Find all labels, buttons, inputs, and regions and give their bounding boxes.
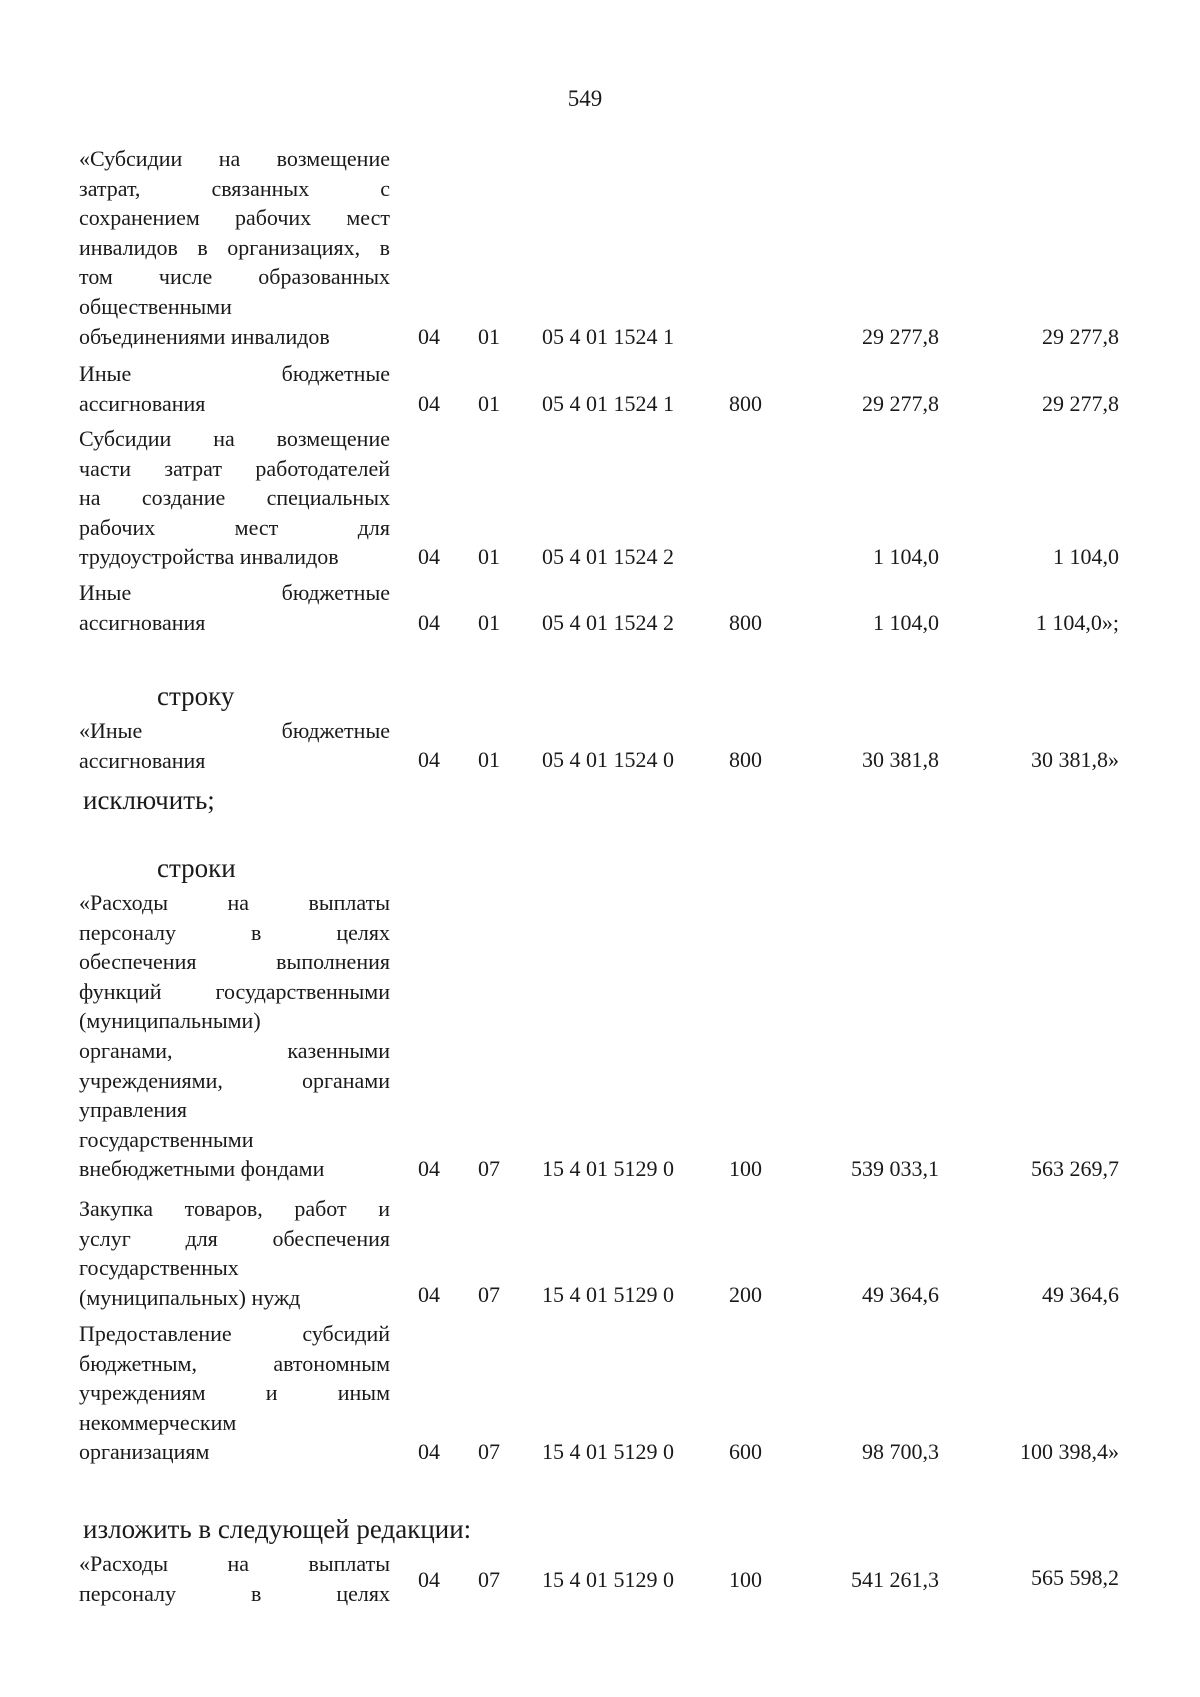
cell-expense-type: 800: [729, 610, 762, 635]
table-row: [0, 1194, 1200, 1319]
cell-target-article: 05 4 01 1524 2: [542, 610, 674, 635]
cell-razdel: 04: [418, 1439, 440, 1464]
cell-expense-type: 600: [729, 1439, 762, 1464]
cell-expense-type: 800: [729, 391, 762, 416]
cell-expense-type: 800: [729, 747, 762, 772]
cell-target-article: 05 4 01 1524 1: [542, 391, 674, 416]
cell-target-article: 15 4 01 5129 0: [542, 1567, 674, 1592]
cell-amount-2: 1 104,0»;: [1035, 610, 1119, 635]
row-description: «Иные бюджетные ассигнования: [79, 718, 390, 773]
cell-razdel: 04: [418, 1282, 440, 1307]
cell-podrazdel: 07: [478, 1439, 500, 1464]
cell-amount-1: 29 277,8: [862, 324, 939, 349]
table-row: [0, 424, 1200, 578]
cell-expense-type: 100: [729, 1156, 762, 1181]
cell-amount-1: 541 261,3: [851, 1567, 939, 1592]
table-row: [0, 1319, 1200, 1479]
cell-podrazdel: 01: [478, 544, 500, 569]
cell-amount-1: 1 104,0: [873, 544, 939, 569]
heading-stroki: строки: [157, 853, 236, 883]
cell-amount-2: 29 277,8: [1042, 324, 1119, 349]
heading-izlozhit: изложить в следующей редакции:: [83, 1514, 472, 1544]
cell-razdel: 04: [418, 391, 440, 416]
cell-amount-1: 539 033,1: [851, 1156, 939, 1181]
page-number: 549: [567, 86, 603, 111]
row-description: «Расходы на выплаты персоналу в целях: [79, 1551, 390, 1606]
cell-podrazdel: 07: [478, 1282, 500, 1307]
cell-target-article: 15 4 01 5129 0: [542, 1156, 674, 1181]
cell-target-article: 15 4 01 5129 0: [542, 1282, 674, 1307]
row-description: Иные бюджетные ассигнования: [79, 580, 390, 635]
cell-amount-2: 563 269,7: [1031, 1156, 1119, 1181]
table-row: [0, 359, 1200, 424]
cell-amount-2: 100 398,4»: [1020, 1439, 1119, 1464]
table-block-4: [0, 1549, 1200, 1611]
cell-podrazdel: 01: [478, 324, 500, 349]
table-row: [0, 888, 1200, 1194]
cell-expense-type: 200: [729, 1282, 762, 1307]
cell-amount-2: 49 364,6: [1042, 1282, 1119, 1307]
cell-podrazdel: 07: [478, 1567, 500, 1592]
cell-amount-2: 29 277,8: [1042, 391, 1119, 416]
cell-target-article: 05 4 01 1524 2: [542, 544, 674, 569]
table-row: [0, 144, 1200, 359]
row-description: «Субсидии на возмещение затрат, связанных с сохранением рабочих мест инвалидов в организациях, в том числе образованных общественными объединениями инвалидов: [79, 146, 390, 349]
cell-target-article: 05 4 01 1524 1: [542, 324, 674, 349]
table-block-2: [0, 716, 1200, 778]
heading-stroku: строку: [157, 681, 235, 711]
cell-razdel: 04: [418, 1156, 440, 1181]
cell-podrazdel: 01: [478, 747, 500, 772]
row-description: Субсидии на возмещение части затрат работодателей на создание специальных рабочих мест для трудоустройства инвалидов: [79, 426, 390, 570]
table-row: [0, 1549, 1200, 1611]
cell-target-article: 05 4 01 1524 0: [542, 747, 674, 772]
cell-expense-type: 100: [729, 1567, 762, 1592]
cell-amount-1: 29 277,8: [862, 391, 939, 416]
row-description: Закупка товаров, работ и услуг для обеспечения государственных (муниципальных) нужд: [79, 1196, 390, 1310]
cell-amount-1: 98 700,3: [862, 1439, 939, 1464]
cell-amount-2: 30 381,8»: [1031, 747, 1119, 772]
table-row: [0, 578, 1200, 643]
cell-amount-1: 1 104,0: [873, 610, 939, 635]
cell-razdel: 04: [418, 1567, 440, 1592]
cell-amount-1: 30 381,8: [862, 747, 939, 772]
table-row: [0, 716, 1200, 778]
cell-podrazdel: 01: [478, 391, 500, 416]
row-description: «Расходы на выплаты персоналу в целях обеспечения выполнения функций государственными (муниципальными) органами, казенными учреждениями, органами управления государственными внебюджетными фондами: [79, 890, 390, 1182]
cell-razdel: 04: [418, 324, 440, 349]
heading-isklyuchit: исключить;: [83, 785, 215, 815]
row-description: Иные бюджетные ассигнования: [79, 361, 390, 416]
cell-podrazdel: 07: [478, 1156, 500, 1181]
cell-razdel: 04: [418, 747, 440, 772]
cell-target-article: 15 4 01 5129 0: [542, 1439, 674, 1464]
table-block-1: [0, 144, 1200, 643]
table-block-3: [0, 888, 1200, 1479]
cell-amount-2: 1 104,0: [1053, 544, 1119, 569]
cell-podrazdel: 01: [478, 610, 500, 635]
cell-amount-2: 565 598,2: [1031, 1565, 1119, 1590]
row-description: Предоставление субсидий бюджетным, автономным учреждениям и иным некоммерческим организациям: [79, 1321, 390, 1465]
cell-razdel: 04: [418, 544, 440, 569]
cell-amount-1: 49 364,6: [862, 1282, 939, 1307]
cell-razdel: 04: [418, 610, 440, 635]
